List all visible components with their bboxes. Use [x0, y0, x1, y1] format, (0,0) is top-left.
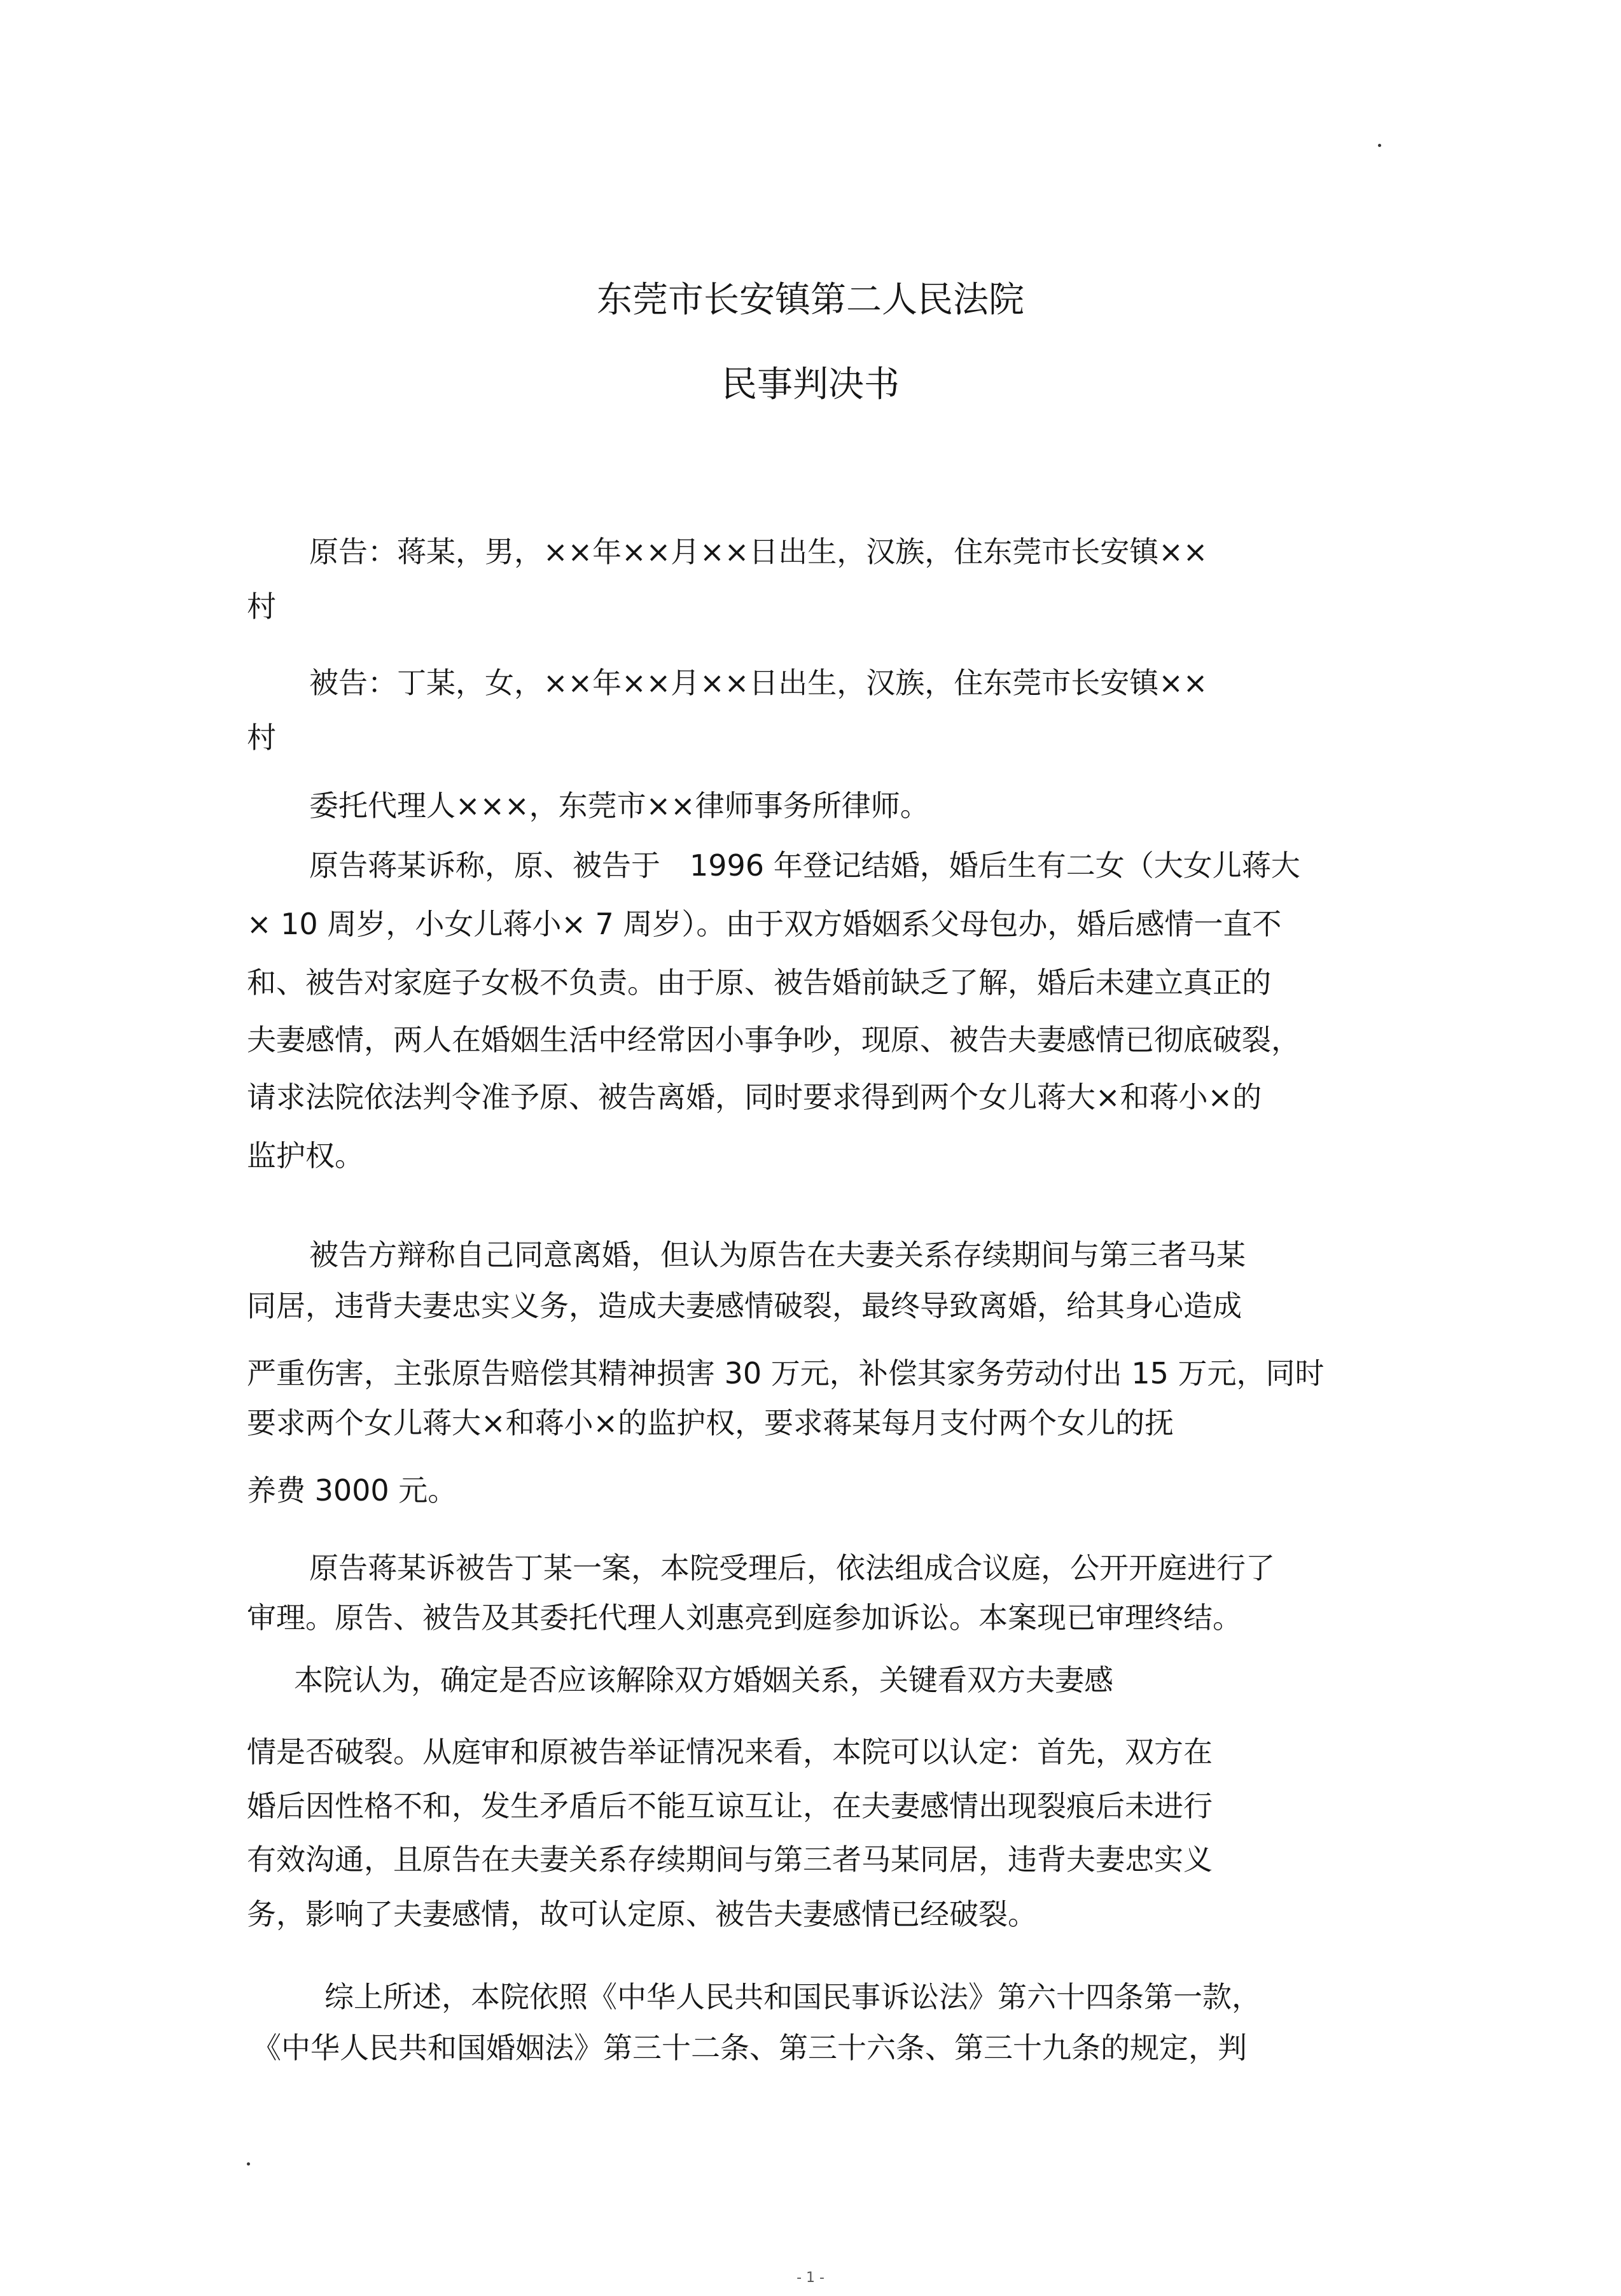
agent-line: 委托代理人×××，东莞市××律师事务所律师。 [309, 788, 929, 823]
defense-line: 严重伤害，主张原告赔偿其精神损害 30 万元，补偿其家务劳动付出 15 万元，同时 [247, 1356, 1325, 1390]
conclusion-line: 综上所述，本院依照《中华人民共和国民事诉讼法》第六十四条第一款， [324, 1980, 1261, 2014]
defense-line: 被告方辩称自己同意离婚，但认为原告在夫妻关系存续期间与第三者马某 [309, 1238, 1246, 1272]
court-name-heading: 东莞市长安镇第二人民法院 [597, 279, 1024, 321]
court-opinion-line: 务，影响了夫妻感情，故可认定原、被告夫妻感情已经破裂。 [247, 1897, 1037, 1931]
corner-dot-bottom [247, 2162, 250, 2166]
defendant-line-cont: 村 [247, 720, 276, 755]
plaintiff-claim-line: 原告蒋某诉称，原、被告于 1996 年登记结婚，婚后生有二女（大女儿蒋大 [309, 848, 1300, 883]
conclusion-line: 《中华人民共和国婚姻法》第三十二条、第三十六条、第三十九条的规定，判 [252, 2031, 1247, 2065]
court-opinion-line: 有效沟通，且原告在夫妻关系存续期间与第三者马某同居，违背夫妻忠实义 [247, 1842, 1213, 1877]
defendant-line: 被告：丁某，女，××年××月××日出生，汉族，住东莞市长安镇×× [309, 666, 1208, 700]
defense-line: 同居，违背夫妻忠实义务，造成夫妻感情破裂，最终导致离婚，给其身心造成 [247, 1289, 1242, 1323]
page-number: - 1 - [797, 2270, 824, 2286]
court-opinion-line: 本院认为，确定是否应该解除双方婚姻关系，关键看双方夫妻感 [294, 1663, 1113, 1697]
procedure-line: 审理。原告、被告及其委托代理人刘惠亮到庭参加诉讼。本案现已审理终结。 [247, 1600, 1242, 1635]
procedure-line: 原告蒋某诉被告丁某一案，本院受理后，依法组成合议庭，公开开庭进行了 [309, 1551, 1275, 1585]
plaintiff-claim-line: 夫妻感情，两人在婚姻生活中经常因小事争吵，现原、被告夫妻感情已彻底破裂， [247, 1023, 1300, 1057]
defense-line: 养费 3000 元。 [247, 1473, 457, 1508]
corner-dot-top [1378, 144, 1381, 147]
court-opinion-line: 情是否破裂。从庭审和原被告举证情况来看，本院可以认定：首先，双方在 [247, 1735, 1213, 1769]
document-type-heading: 民事判决书 [721, 364, 900, 405]
court-opinion-line: 婚后因性格不和，发生矛盾后不能互谅互让，在夫妻感情出现裂痕后未进行 [247, 1789, 1213, 1823]
plaintiff-line-cont: 村 [247, 589, 276, 624]
plaintiff-claim-line: 请求法院依法判令准予原、被告离婚，同时要求得到两个女儿蒋大×和蒋小×的 [247, 1080, 1262, 1114]
plaintiff-claim-line: 和、被告对家庭子女极不负责。由于原、被告婚前缺乏了解，婚后未建立真正的 [247, 965, 1271, 1000]
plaintiff-claim-line: × 10 周岁，小女儿蒋小× 7 周岁）。由于双方婚姻系父母包办，婚后感情一直不 [247, 907, 1282, 941]
plaintiff-claim-line: 监护权。 [247, 1138, 364, 1173]
plaintiff-line: 原告：蒋某，男，××年××月××日出生，汉族，住东莞市长安镇×× [309, 535, 1208, 569]
defense-line: 要求两个女儿蒋大×和蒋小×的监护权，要求蒋某每月支付两个女儿的抚 [247, 1406, 1174, 1440]
